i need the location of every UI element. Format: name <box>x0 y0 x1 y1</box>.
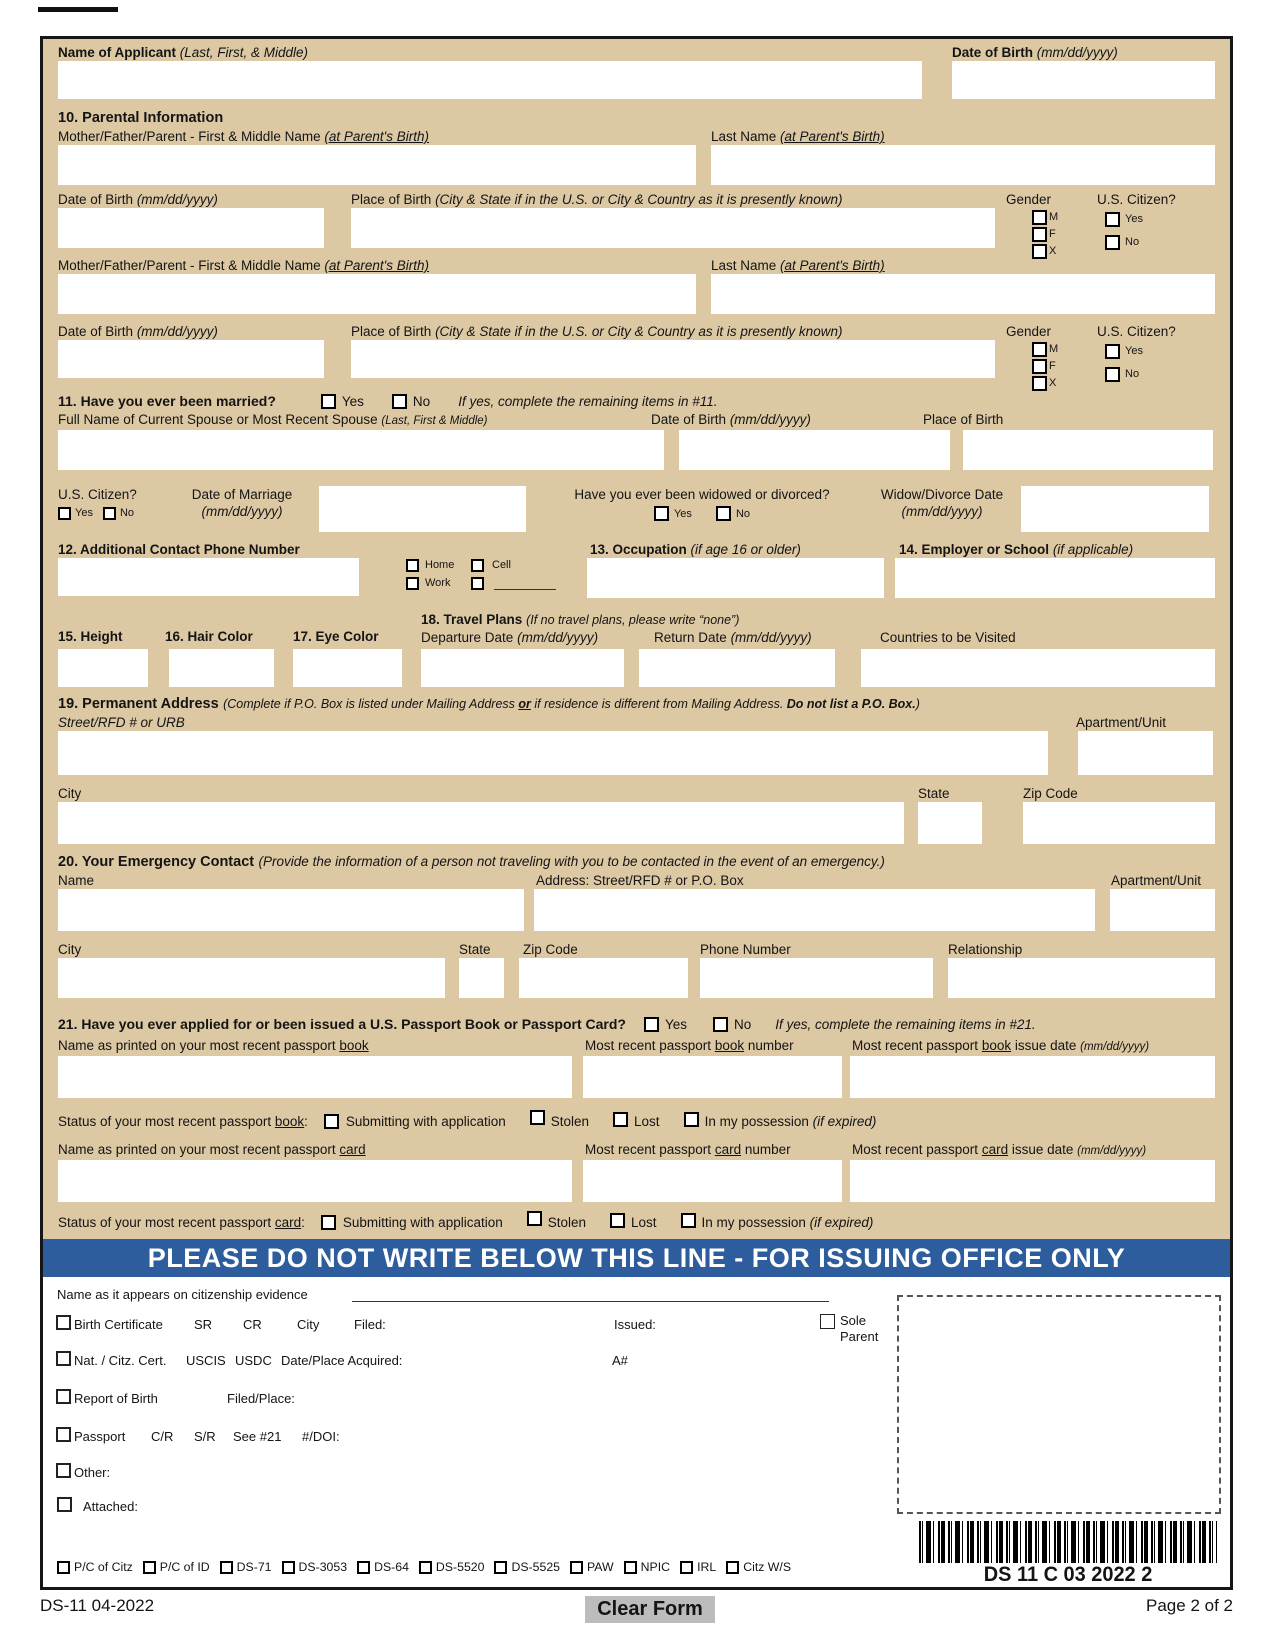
code-checkbox-2[interactable] <box>220 1561 233 1574</box>
emergency-apartment-input[interactable] <box>1110 889 1215 931</box>
emergency-relationship-label: Relationship <box>948 942 1023 957</box>
applicant-row <box>43 39 1230 109</box>
code-checkbox-0[interactable] <box>57 1561 70 1574</box>
page-footer <box>40 1596 1233 1623</box>
eye-title: 17. Eye Color <box>293 629 379 644</box>
parent2-first-middle-input[interactable] <box>58 274 696 314</box>
hair-color-input[interactable] <box>169 649 274 687</box>
travel-title: 18. Travel Plans (If no travel plans, please write “none”) <box>421 612 740 627</box>
book-number-label: Most recent passport book number <box>585 1038 794 1053</box>
card-status-stolen-checkbox[interactable] <box>527 1211 542 1226</box>
sole-parent-checkbox[interactable] <box>820 1314 835 1329</box>
birth-city-label: City <box>297 1317 320 1332</box>
passport-evidence-checkbox[interactable] <box>56 1427 71 1442</box>
parent1-citizen-group: U.S. Citizen? Yes No <box>1097 192 1176 248</box>
emergency-zip-label: Zip Code <box>523 942 578 957</box>
card-status-possession-checkbox[interactable] <box>681 1213 696 1228</box>
card-status-row: Status of your most recent passport card: Submitting with application Stolen Lost In my possession (if expired) <box>43 1205 1230 1239</box>
parent2-last-name-input[interactable] <box>711 274 1215 314</box>
applicant-name-label: Name of Applicant (Last, First, & Middle) <box>58 45 309 60</box>
card-issue-label: Most recent passport card issue date (mm/dd/yyyy) <box>852 1142 1147 1157</box>
phone-other-line <box>494 577 556 590</box>
parent1-gender-x-checkbox[interactable] <box>1032 244 1047 259</box>
birth-certificate-label: Birth Certificate <box>74 1317 163 1332</box>
code-checkbox-4[interactable] <box>357 1561 370 1574</box>
spouse-name-label: Full Name of Current Spouse or Most Recent Spouse (Last, First & Middle) <box>58 412 488 427</box>
nat-citz-label: Nat. / Citz. Cert. <box>74 1353 167 1368</box>
ds11-form <box>40 36 1233 1590</box>
book-status-stolen-checkbox[interactable] <box>530 1110 545 1125</box>
nat-uscis-label: USCIS <box>186 1353 226 1368</box>
married-question: 11. Have you ever been married? <box>58 392 276 409</box>
phone-cell-checkbox[interactable] <box>471 559 484 572</box>
widowed-group: Have you ever been widowed or divorced? Yes No <box>574 487 830 520</box>
emergency-name-input[interactable] <box>58 889 524 931</box>
code-checkbox-1[interactable] <box>143 1561 156 1574</box>
birth-issued-label: Issued: <box>614 1317 656 1332</box>
birth-certificate-checkbox[interactable] <box>56 1315 71 1330</box>
spouse-citizen-yes-checkbox[interactable] <box>58 507 71 520</box>
emergency-zip-input[interactable] <box>519 958 688 998</box>
code-checkbox-7[interactable] <box>570 1561 583 1574</box>
apartment-label: Apartment/Unit <box>1076 715 1167 730</box>
married-section: 11. Have you ever been married? Yes No If yes, complete the remaining items in #11. Full Name of Current Spouse or Most Recent Spouse (Last, First & Middle) Date of Birth (mm/dd/yyyy) Place of Birth <box>43 387 1230 483</box>
countries-input[interactable] <box>861 649 1215 687</box>
occupation-input[interactable] <box>587 558 884 598</box>
married-no-checkbox[interactable] <box>392 394 407 409</box>
parent1-pob-input[interactable] <box>351 208 995 248</box>
parent1-details-row <box>43 189 1230 255</box>
emergency-phone-label: Phone Number <box>700 942 791 957</box>
widow-date-label: Widow/Divorce Date (mm/dd/yyyy) <box>880 487 1004 519</box>
city-input[interactable] <box>58 802 904 844</box>
return-label: Return Date (mm/dd/yyyy) <box>654 630 812 645</box>
book-name-label: Name as printed on your most recent passport book <box>58 1038 369 1053</box>
passport-evidence-label: Passport <box>74 1429 126 1444</box>
widowed-yes-checkbox[interactable] <box>654 506 669 521</box>
permanent-address-section <box>43 691 1230 783</box>
code-checkbox-5[interactable] <box>419 1561 432 1574</box>
book-status-submitting-checkbox[interactable] <box>324 1114 339 1129</box>
do-not-write-banner: PLEASE DO NOT WRITE BELOW THIS LINE - FOR ISSUING OFFICE ONLY <box>43 1239 1230 1277</box>
parent1-first-middle-label: Mother/Father/Parent - First & Middle Name (at Parent's Birth) <box>58 129 429 144</box>
card-name-label: Name as printed on your most recent passport card <box>58 1142 366 1157</box>
nat-usdc-label: USDC <box>235 1353 272 1368</box>
parent2-dob-label: Date of Birth (mm/dd/yyyy) <box>58 324 218 339</box>
parent1-last-name-input[interactable] <box>711 145 1215 185</box>
parent2-gender-m-checkbox[interactable] <box>1032 342 1047 357</box>
card-status-label: Status of your most recent passport card: <box>58 1214 305 1230</box>
spouse-citizen-group: U.S. Citizen? Yes No <box>58 487 137 519</box>
parent2-gender-group: Gender M F X <box>1006 324 1059 389</box>
spouse-pob-input[interactable] <box>963 430 1213 470</box>
spouse-dob-label: Date of Birth (mm/dd/yyyy) <box>651 412 811 427</box>
passport-book-row <box>43 1037 1230 1105</box>
physical-travel-row <box>43 605 1230 691</box>
code-checkbox-9[interactable] <box>680 1561 693 1574</box>
parent2-pob-input[interactable] <box>351 340 995 378</box>
book-issue-date-input[interactable] <box>850 1056 1215 1098</box>
parent2-gender-f-checkbox[interactable] <box>1032 359 1047 374</box>
spouse-dob-input[interactable] <box>679 430 950 470</box>
other-checkbox[interactable] <box>56 1463 71 1478</box>
permanent-city-row <box>43 783 1230 849</box>
marriage-date-label: Date of Marriage (mm/dd/yyyy) <box>191 487 293 519</box>
card-status-possession-label: In my possession (if expired) <box>701 1214 874 1230</box>
parent1-gender-group: Gender M F X <box>1006 192 1059 257</box>
code-checkbox-6[interactable] <box>494 1561 507 1574</box>
contact-occupation-row <box>43 539 1230 605</box>
gender-label: Gender <box>1006 324 1052 339</box>
married-note: If yes, complete the remaining items in #11. <box>458 393 718 409</box>
passport-note: If yes, complete the remaining items in #21. <box>775 1016 1036 1032</box>
employer-input[interactable] <box>895 558 1215 598</box>
page-number: Page 2 of 2 <box>1146 1596 1233 1615</box>
issuing-office-section <box>43 1277 1230 1587</box>
state-label: State <box>918 786 950 801</box>
passport-see21-label: See #21 <box>233 1429 282 1444</box>
apartment-input[interactable] <box>1078 731 1213 775</box>
barcode <box>919 1521 1217 1563</box>
emergency-apartment-label: Apartment/Unit <box>1111 873 1202 888</box>
passport-yes-checkbox[interactable] <box>644 1017 659 1032</box>
report-of-birth-label: Report of Birth <box>74 1391 158 1406</box>
parent1-citizen-no-checkbox[interactable] <box>1105 235 1120 250</box>
card-number-label: Most recent passport card number <box>585 1142 791 1157</box>
card-name-input[interactable] <box>58 1160 572 1202</box>
permanent-title: 19. Permanent Address (Complete if P.O. Box is listed under Mailing Address or if residence is different from Mailing Address. Do not list a P.O. Box.) <box>58 696 920 712</box>
birth-cr-label: CR <box>243 1317 262 1332</box>
parent1-dob-input[interactable] <box>58 208 324 248</box>
form-number: DS-11 04-2022 <box>40 1596 155 1615</box>
parent2-citizen-no-checkbox[interactable] <box>1105 367 1120 382</box>
parent2-citizen-group: U.S. Citizen? Yes No <box>1097 324 1176 380</box>
emergency-address-input[interactable] <box>534 889 1095 931</box>
occupation-title: 13. Occupation (if age 16 or older) <box>590 542 801 557</box>
marriage-date-input[interactable] <box>319 486 526 532</box>
marriage-details-row <box>43 483 1230 539</box>
nat-a-number-label: A# <box>612 1353 628 1368</box>
print-mark <box>38 7 118 12</box>
parent1-last-name-label: Last Name (at Parent's Birth) <box>711 129 885 144</box>
parent2-dob-input[interactable] <box>58 340 324 378</box>
emergency-title: 20. Your Emergency Contact (Provide the information of a person not traveling with you to be contacted in the event of an emergency.) <box>58 854 885 870</box>
passport-doi-label: #/DOI: <box>302 1429 340 1444</box>
book-status-label: Status of your most recent passport book: <box>58 1113 308 1129</box>
emergency-state-input[interactable] <box>459 958 504 998</box>
emergency-name-label: Name <box>58 873 95 888</box>
card-number-input[interactable] <box>583 1160 842 1202</box>
applicant-name-input[interactable] <box>58 61 922 99</box>
parent1-gender-f-checkbox[interactable] <box>1032 227 1047 242</box>
sole-parent-label-2: Parent <box>840 1329 879 1344</box>
emergency-city-label: City <box>58 942 82 957</box>
applicant-dob-input[interactable] <box>952 61 1215 99</box>
state-input[interactable] <box>918 802 982 844</box>
phone-other-checkbox[interactable] <box>471 577 484 590</box>
emergency-phone-input[interactable] <box>700 958 933 998</box>
city-label: City <box>58 786 82 801</box>
emergency-state-label: State <box>459 942 491 957</box>
phone-work-checkbox[interactable] <box>406 577 419 590</box>
employer-title: 14. Employer or School (if applicable) <box>899 542 1134 557</box>
passport-question-row: 21. Have you ever applied for or been issued a U.S. Passport Book or Passport Card? Yes No If yes, complete the remaining items in #21. <box>58 1015 1036 1032</box>
married-yes-checkbox[interactable] <box>321 394 336 409</box>
clear-form-button[interactable]: Clear Form <box>585 1596 715 1623</box>
card-issue-date-input[interactable] <box>850 1160 1215 1202</box>
parental-title: 10. Parental Information <box>58 110 224 126</box>
card-status-submitting-checkbox[interactable] <box>321 1215 336 1230</box>
passport-cr-label: C/R <box>151 1429 174 1444</box>
eye-color-input[interactable] <box>293 649 402 687</box>
card-status-lost-checkbox[interactable] <box>610 1213 625 1228</box>
return-date-input[interactable] <box>639 649 835 687</box>
birth-filed-label: Filed: <box>354 1317 386 1332</box>
widowed-no-checkbox[interactable] <box>716 506 731 521</box>
passport-question: 21. Have you ever applied for or been issued a U.S. Passport Book or Passport Card? <box>58 1015 626 1032</box>
passport-no-checkbox[interactable] <box>713 1017 728 1032</box>
code-checkbox-10[interactable] <box>726 1561 739 1574</box>
parent2-pob-label: Place of Birth (City & State if in the U.S. or City & Country as it is presently known) <box>351 324 843 339</box>
report-of-birth-checkbox[interactable] <box>56 1389 71 1404</box>
height-input[interactable] <box>58 649 148 687</box>
nat-acquired-label: Date/Place Acquired: <box>281 1353 403 1368</box>
citizen-label: U.S. Citizen? <box>1097 192 1176 207</box>
evidence-label: Name as it appears on citizenship evidence <box>57 1287 308 1302</box>
hair-title: 16. Hair Color <box>165 629 253 644</box>
countries-label: Countries to be Visited <box>880 630 1016 645</box>
physical-labels <box>58 611 421 645</box>
parent2-last-name-label: Last Name (at Parent's Birth) <box>711 258 885 273</box>
phone-input[interactable] <box>58 558 359 596</box>
parent2-name-row <box>43 255 1230 321</box>
parent1-gender-m-checkbox[interactable] <box>1032 210 1047 225</box>
departure-date-input[interactable] <box>421 649 624 687</box>
book-status-possession-checkbox[interactable] <box>684 1112 699 1127</box>
evidence-line <box>352 1285 829 1302</box>
book-issue-label: Most recent passport book issue date (mm/dd/yyyy) <box>852 1038 1150 1053</box>
parent2-citizen-yes-checkbox[interactable] <box>1105 344 1120 359</box>
parent2-gender-x-checkbox[interactable] <box>1032 376 1047 391</box>
height-title: 15. Height <box>58 629 123 644</box>
phone-home-checkbox[interactable] <box>406 559 419 572</box>
contact-title: 12. Additional Contact Phone Number <box>58 542 300 557</box>
street-input[interactable] <box>58 731 1048 775</box>
zip-label: Zip Code <box>1023 786 1078 801</box>
office-stamp-box <box>897 1295 1221 1514</box>
passport-card-row <box>43 1137 1230 1205</box>
street-label: Street/RFD # or URB <box>58 715 185 730</box>
barcode-text: DS 11 C 03 2022 2 <box>983 1563 1153 1586</box>
emergency-city-input[interactable] <box>58 958 445 998</box>
emergency-city-row <box>43 939 1230 1005</box>
code-checkbox-3[interactable] <box>282 1561 295 1574</box>
office-codes-row: P/C of Citz P/C of ID DS-71 DS-3053 DS-64 DS-5520 DS-5525 PAW NPIC IRL Citz W/S <box>57 1560 791 1574</box>
book-status-lost-checkbox[interactable] <box>613 1112 628 1127</box>
spouse-name-input[interactable] <box>58 430 664 470</box>
emergency-address-label: Address: Street/RFD # or P.O. Box <box>536 873 744 888</box>
widow-date-input[interactable] <box>1021 486 1209 532</box>
report-filed-place-label: Filed/Place: <box>227 1391 295 1406</box>
nat-citz-checkbox[interactable] <box>56 1351 71 1366</box>
book-name-input[interactable] <box>58 1056 572 1098</box>
spouse-citizen-no-checkbox[interactable] <box>103 507 116 520</box>
applicant-dob-label: Date of Birth (mm/dd/yyyy) <box>952 45 1118 60</box>
book-number-input[interactable] <box>583 1056 842 1098</box>
spouse-pob-label: Place of Birth <box>923 412 1004 427</box>
emergency-section <box>43 849 1230 939</box>
code-checkbox-8[interactable] <box>624 1561 637 1574</box>
zip-input[interactable] <box>1023 802 1215 844</box>
travel-labels <box>421 611 1016 646</box>
parent1-dob-label: Date of Birth (mm/dd/yyyy) <box>58 192 218 207</box>
parent2-first-middle-label: Mother/Father/Parent - First & Middle Name (at Parent's Birth) <box>58 258 429 273</box>
birth-sr-label: SR <box>194 1317 213 1332</box>
citizen-label: U.S. Citizen? <box>1097 324 1176 339</box>
parent1-citizen-yes-checkbox[interactable] <box>1105 212 1120 227</box>
book-status-possession-label: In my possession (if expired) <box>704 1113 877 1129</box>
parent1-first-middle-input[interactable] <box>58 145 696 185</box>
attached-checkbox[interactable] <box>57 1497 72 1512</box>
departure-label: Departure Date (mm/dd/yyyy) <box>421 630 599 645</box>
emergency-relationship-input[interactable] <box>948 958 1215 998</box>
parent2-details-row <box>43 321 1230 387</box>
passport-sr-label: S/R <box>194 1429 216 1444</box>
phone-type-group: Home Cell Work <box>406 558 576 590</box>
other-label: Other: <box>74 1465 111 1480</box>
book-status-row: Status of your most recent passport book: Submitting with application Stolen Lost In my possession (if expired) <box>43 1105 1230 1137</box>
attached-label: Attached: <box>83 1499 138 1514</box>
sole-parent-label-1: Sole <box>840 1313 867 1328</box>
parental-section <box>43 109 1230 189</box>
parent1-pob-label: Place of Birth (City & State if in the U.S. or City & Country as it is presently known) <box>351 192 843 207</box>
gender-label: Gender <box>1006 192 1052 207</box>
